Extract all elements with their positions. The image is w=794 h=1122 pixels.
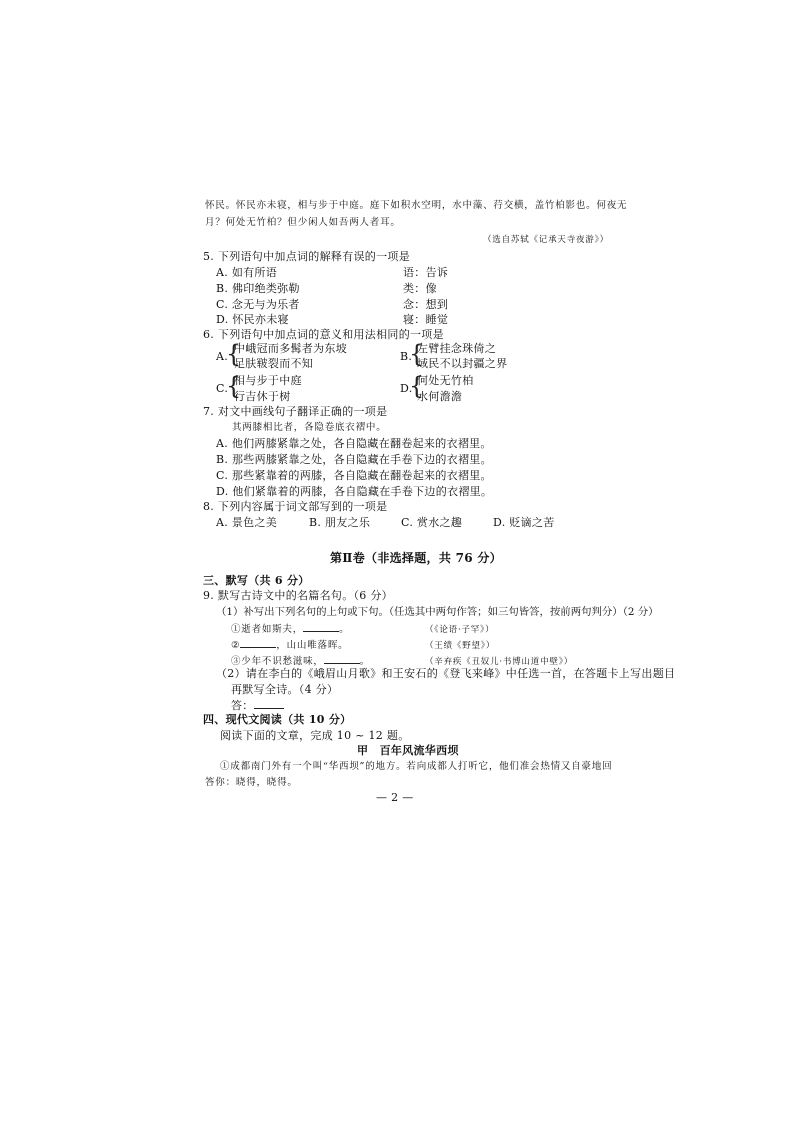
- section-4-title: 四、现代文阅读（共 10 分）: [203, 713, 352, 726]
- q8-option-a: A. 景色之美: [216, 516, 278, 529]
- q7-option-c: C. 那些紧靠着的两膝，各自隐藏在翻卷起来的衣褶里。: [216, 469, 492, 482]
- article-para-1-line-2: 答你：晓得，晓得。: [205, 777, 298, 788]
- brace-icon: {: [226, 340, 242, 368]
- brace-icon: {: [226, 372, 242, 400]
- q9-item-1-text: ①逝者如斯夫，: [231, 624, 304, 635]
- q9-item-2-text: ，山山唯落晖。: [276, 640, 349, 651]
- q5-option-b-gloss: 类：像: [403, 282, 437, 295]
- passage-source: （选自苏轼《记承天寺夜游》）: [483, 235, 609, 245]
- q9-item-3-text: ③少年不识愁滋味，: [231, 656, 324, 667]
- q9-item-3-end: 。: [359, 656, 371, 667]
- passage-line-1: 怀民。怀民亦未寝，相与步于中庭。庭下如积水空明，水中藻、荇交横，盖竹柏影也。何夜无: [205, 200, 628, 211]
- q8-option-c: C. 赏水之趣: [401, 516, 463, 529]
- q6-stem: 6. 下列语句中加点词的意义和用法相同的一项是: [203, 328, 444, 341]
- q6-option-a-line1: 中峨冠而多髯者为东坡: [234, 342, 347, 355]
- q6-option-d-label: D.: [400, 382, 413, 395]
- q6-option-a-line2: 足肤皲裂而不知: [234, 357, 314, 370]
- page-number: — 2 —: [376, 791, 414, 804]
- section-4-intro: 阅读下面的文章，完成 10 ~ 12 题。: [220, 729, 410, 742]
- q7-quote: 其两膝相比者，各隐卷底衣褶中。: [232, 422, 387, 433]
- q6-option-d-line1: 何处无竹柏: [417, 374, 474, 387]
- q5-option-d: D. 怀民亦未寝: [216, 313, 289, 326]
- q6-option-c-label: C.: [216, 382, 229, 395]
- q5-option-c-gloss: 念：想到: [403, 298, 449, 311]
- q7-option-a: A. 他们两膝紧靠之处，各自隐藏在翻卷起来的衣褶里。: [216, 437, 492, 450]
- q9-item-2-num: ②: [231, 640, 241, 651]
- q9-sub2-line1: （2）请在李白的《峨眉山月歌》和王安石的《登飞来峰》中任选一首，在答题卡上写出题目: [216, 667, 676, 680]
- q8-stem: 8. 下列内容属于词文部写到的一项是: [203, 500, 388, 513]
- q9-item-1: [231, 621, 349, 637]
- q6-option-b-line1: 左臂挂念珠倚之: [417, 342, 497, 355]
- q6-option-b-label: B.: [400, 350, 413, 363]
- q7-option-d: D. 他们紧靠着的两膝，各自隐藏在手卷下边的衣褶里。: [216, 485, 493, 498]
- section-3-title: 三、默写（共 6 分）: [203, 574, 310, 587]
- q5-option-a: A. 如有所语: [216, 266, 278, 279]
- q5-option-b: B. 佛印绝类弥勒: [216, 282, 300, 295]
- q6-option-a-label: A.: [216, 350, 229, 363]
- answer-label: 答：: [231, 699, 254, 712]
- q7-option-b: B. 那些两膝紧靠之处，各自隐藏在手卷下边的衣褶里。: [216, 453, 492, 466]
- q9-item-2: [231, 637, 348, 653]
- q9-item-1-source: （《论语·子罕》）: [425, 625, 495, 635]
- q5-option-c: C. 念无与为乐者: [216, 298, 300, 311]
- brace-icon: {: [409, 372, 425, 400]
- q8-option-d: D. 贬谪之苦: [493, 516, 555, 529]
- q6-option-c-line2: 行吉休于树: [234, 390, 291, 403]
- q6-option-d-line2: 水何澹澹: [417, 390, 463, 403]
- article-title: 甲 百年风流华西坝: [357, 744, 459, 757]
- q9-answer: [231, 698, 284, 713]
- q5-option-a-gloss: 语：告诉: [403, 266, 449, 279]
- q6-option-b-line2: 域民不以封疆之界: [417, 357, 508, 370]
- q9-sub1: （1）补写出下列名句的上句或下句。（任选其中两句作答；如三句皆答，按前两句判分）（2 分）: [216, 606, 659, 618]
- q9-item-3-source: （辛弃疾《丑奴儿·书博山道中壁》）: [425, 657, 574, 667]
- passage-line-2: 月？何处无竹柏？但少闲人如吾两人者耳。: [205, 217, 401, 228]
- q9-stem: 9. 默写古诗文中的名篇名句。（6 分）: [203, 589, 393, 602]
- answer-blank: [324, 653, 360, 664]
- answer-blank: [254, 698, 284, 709]
- article-para-1-line-1: ①成都南门外有一个叫“华西坝”的地方。若向成都人打听它，他们准会热情又自豪地回: [220, 761, 613, 772]
- q9-sub2-line2: 再默写全诗。（4 分）: [231, 683, 339, 696]
- q6-option-c-line1: 相与步于中庭: [234, 374, 302, 387]
- q9-item-2-source: （王绩《野望》）: [425, 641, 496, 651]
- q8-option-b: B. 朋友之乐: [309, 516, 371, 529]
- q5-option-d-gloss: 寝：睡觉: [403, 313, 449, 326]
- part-2-title: 第Ⅱ卷（非选择题，共 76 分）: [330, 551, 502, 565]
- answer-blank: [240, 637, 276, 648]
- q5-stem: 5. 下列语句中加点词的解释有误的一项是: [203, 250, 410, 263]
- q9-item-1-end: 。: [339, 624, 350, 635]
- brace-icon: {: [409, 340, 425, 368]
- answer-blank: [303, 621, 339, 632]
- q7-stem: 7. 对文中画线句子翻译正确的一项是: [203, 405, 388, 418]
